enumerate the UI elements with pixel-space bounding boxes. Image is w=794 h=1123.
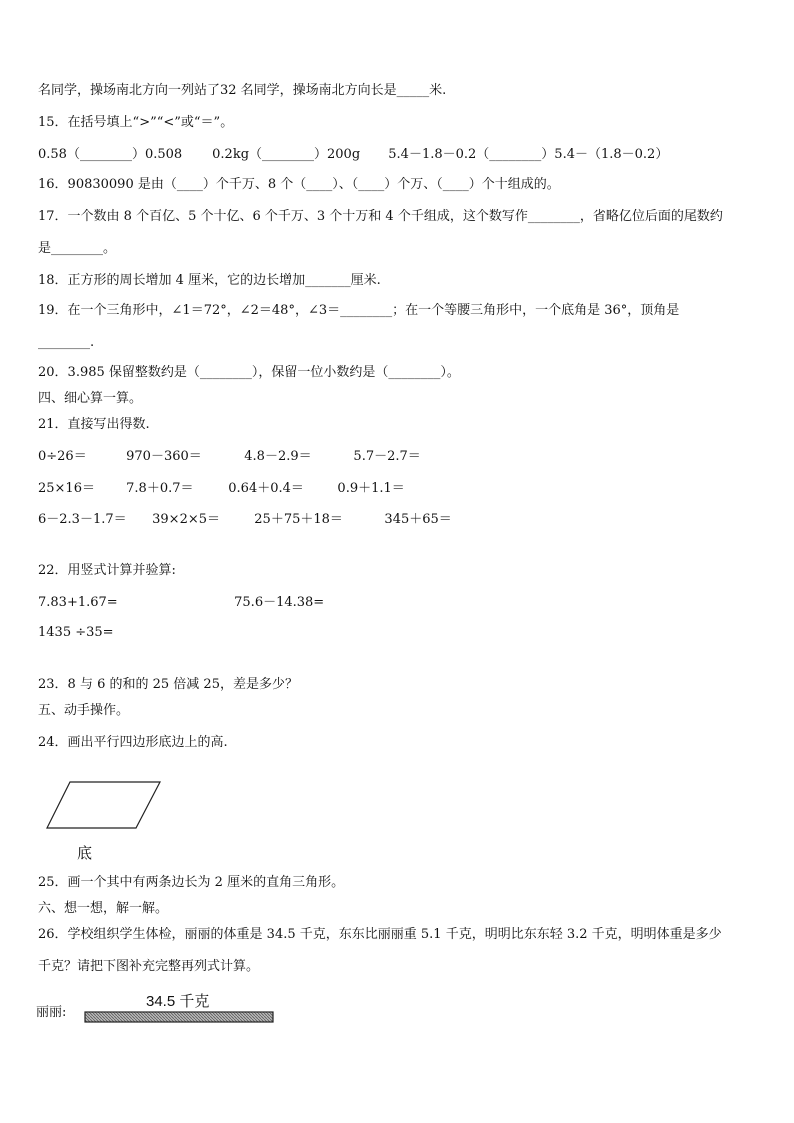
calc-item: 970－360＝ <box>126 449 202 464</box>
question-16: 16．90830090 是由（____）个千万、8 个（____）、（____）个万、（____）个十组成的。 <box>38 177 560 192</box>
calc-item: 4.8－2.9＝ <box>244 449 312 464</box>
question-25: 25．画一个其中有两条边长为 2 厘米的直角三角形。 <box>38 875 345 890</box>
line-1: 名同学，操场南北方向一列站了32 名同学，操场南北方向长是_____米. <box>38 83 447 98</box>
question-19-line-1: 19．在一个三角形中，∠1＝72°，∠2＝48°，∠3＝________；在一个等腰三角形中，一个底角是 36°，顶角是 <box>38 303 680 318</box>
weight-bar <box>84 1010 276 1026</box>
question-21: 21．直接写出得数. <box>38 417 150 432</box>
calc-item: 0.9＋1.1＝ <box>337 481 405 496</box>
q21-row-2 <box>38 480 405 498</box>
section-5-heading: 五、动手操作。 <box>38 703 130 718</box>
calc-item: 25×16＝ <box>38 481 95 496</box>
compare-item-3: 5.4－1.8－0.2（________）5.4－（1.8－0.2） <box>388 147 669 162</box>
q21-row-3 <box>38 511 452 529</box>
question-19-line-2: ________. <box>38 335 95 350</box>
question-17-line-1: 17．一个数由 8 个百亿、5 个十亿、6 个千万、3 个十万和 4 个千组成，这个数写作________，省略亿位后面的尾数约 <box>38 209 723 224</box>
calc-item: 5.7－2.7＝ <box>353 449 421 464</box>
calc-item: 39×2×5＝ <box>152 512 221 527</box>
calc-item: 0.64＋0.4＝ <box>228 481 304 496</box>
q22-row-1 <box>38 594 324 612</box>
question-26-line-1: 26．学校组织学生体检，丽丽的体重是 34.5 千克，东东比丽丽重 5.1 千克，明明比东东轻 3.2 千克，明明体重是多少 <box>38 927 722 942</box>
q22-row-2: 1435 ÷35= <box>38 625 114 640</box>
weight-bar-fill <box>85 1012 273 1022</box>
compare-item-1: 0.58（________）0.508 <box>38 147 183 162</box>
question-15-items <box>38 146 668 164</box>
question-26-line-2: 千克？请把下图补充完整再列式计算。 <box>38 959 260 974</box>
parallelogram-figure <box>44 780 164 832</box>
calc-item: 0÷26＝ <box>38 449 87 464</box>
calc-item: 6－2.3－1.7＝ <box>38 512 127 527</box>
section-4-heading: 四、细心算一算。 <box>38 391 143 406</box>
question-24: 24．画出平行四边形底边上的高. <box>38 735 228 750</box>
q21-row-1 <box>38 448 421 466</box>
vertical-calc-item: 75.6－14.38= <box>234 595 325 610</box>
question-22: 22．用竖式计算并验算: <box>38 563 176 578</box>
calc-item: 7.8＋0.7＝ <box>126 481 194 496</box>
bar-value-label: 34.5 千克 <box>146 993 210 1010</box>
question-20: 20．3.985 保留整数约是（________），保留一位小数约是（________）。 <box>38 365 460 380</box>
calc-item: 25＋75＋18＝ <box>254 512 343 527</box>
question-23: 23．8 与 6 的和的 25 倍减 25，差是多少？ <box>38 677 298 692</box>
compare-item-2: 0.2kg（________）200g <box>212 147 361 162</box>
section-6-heading: 六、想一想，解一解。 <box>38 901 169 916</box>
bar-name-label: 丽丽: <box>36 1005 67 1020</box>
question-15: 15．在括号填上“>”“<”或“＝”。 <box>38 115 234 130</box>
question-17-line-2: 是________。 <box>38 241 117 256</box>
question-18: 18．正方形的周长增加 4 厘米，它的边长增加_______厘米. <box>38 273 381 288</box>
parallelogram-shape <box>47 782 160 828</box>
parallelogram-base-label: 底 <box>77 844 93 862</box>
calc-item: 345＋65＝ <box>384 512 452 527</box>
vertical-calc-item: 7.83+1.67= <box>38 595 118 610</box>
